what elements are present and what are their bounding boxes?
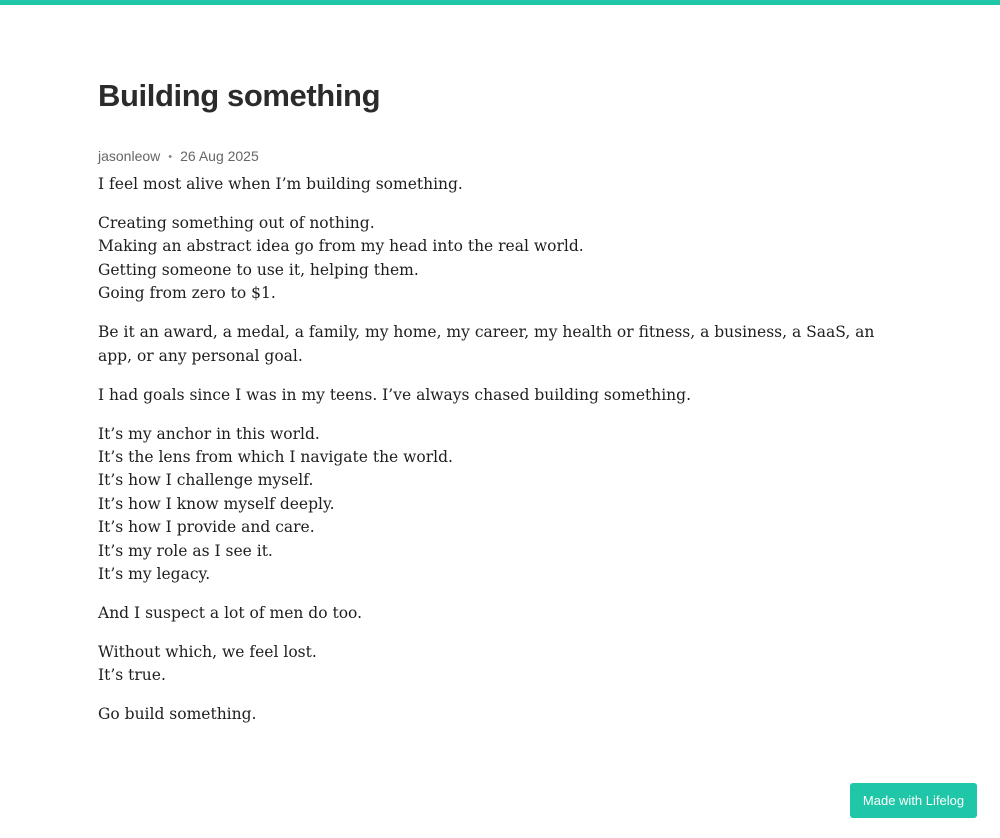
paragraph-line: It’s my legacy. bbox=[98, 565, 211, 584]
paragraph-line: It’s my anchor in this world. bbox=[98, 424, 320, 443]
paragraph-line: Making an abstract idea go from my head into the real world. bbox=[98, 237, 584, 256]
paragraph-line: Be it an award, a medal, a family, my home, my career, my health or fitness, a business, a SaaS, an app, or any personal goal. bbox=[98, 323, 875, 365]
post-date: 26 Aug 2025 bbox=[180, 148, 259, 164]
paragraph bbox=[98, 321, 898, 368]
post-author[interactable]: jasonleow bbox=[98, 148, 161, 164]
paragraph-line: I had goals since I was in my teens. I’ve always chased building something. bbox=[98, 385, 692, 404]
paragraph bbox=[98, 423, 898, 587]
paragraph-line: It’s true. bbox=[98, 666, 166, 685]
paragraph bbox=[98, 384, 898, 407]
paragraph-line: Go build something. bbox=[98, 705, 257, 724]
paragraph-line: Going from zero to $1. bbox=[98, 284, 276, 303]
paragraph-line: I feel most alive when I’m building something. bbox=[98, 175, 463, 193]
paragraph-line: Getting someone to use it, helping them. bbox=[98, 260, 419, 279]
paragraph-line: It’s how I know myself deeply. bbox=[98, 494, 335, 513]
paragraph-line: And I suspect a lot of men do too. bbox=[98, 604, 363, 623]
paragraph bbox=[98, 173, 898, 196]
paragraph bbox=[98, 641, 898, 688]
paragraph bbox=[98, 602, 898, 625]
made-with-lifelog-button[interactable]: Made with Lifelog bbox=[850, 783, 977, 818]
paragraph-line: Without which, we feel lost. bbox=[98, 643, 317, 662]
paragraph-line: It’s how I challenge myself. bbox=[98, 471, 314, 490]
paragraph bbox=[98, 703, 898, 726]
paragraph-line: It’s my role as I see it. bbox=[98, 541, 273, 560]
paragraph-line: It’s how I provide and care. bbox=[98, 518, 315, 537]
post-meta bbox=[98, 148, 259, 164]
meta-separator: • bbox=[168, 151, 173, 163]
top-accent-bar bbox=[0, 0, 1000, 5]
page-title: Building something bbox=[98, 78, 381, 113]
paragraph-line: It’s the lens from which I navigate the world. bbox=[98, 448, 453, 467]
paragraph-line: Creating something out of nothing. bbox=[98, 214, 375, 232]
paragraph bbox=[98, 212, 898, 306]
post-body bbox=[98, 173, 898, 742]
